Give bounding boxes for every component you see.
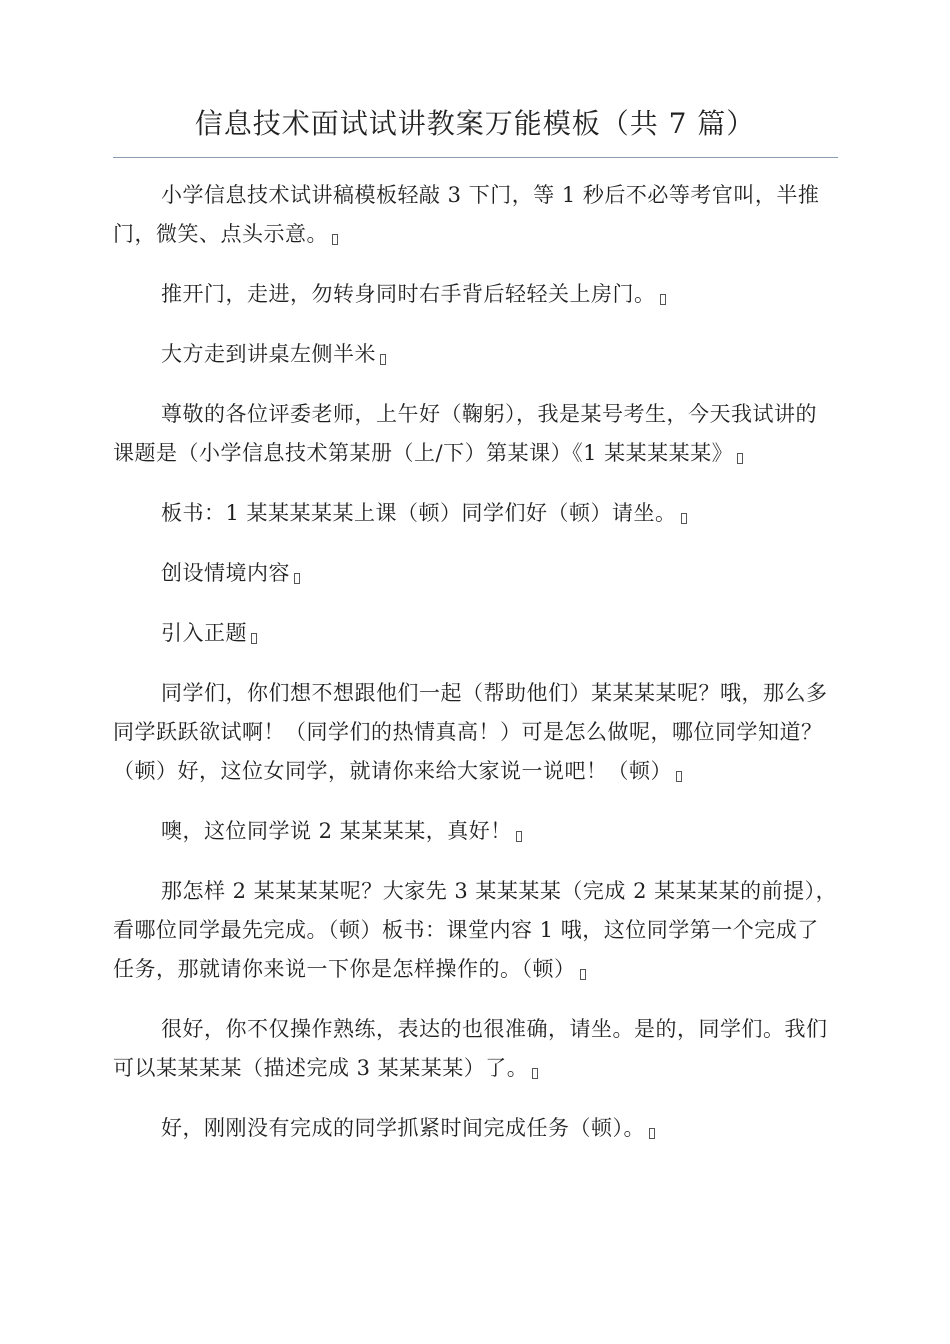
paragraph <box>113 614 838 653</box>
paragraph-text: 创设情境内容 <box>161 561 290 585</box>
paragraph <box>113 275 838 314</box>
paragraph-text: 很好，你不仅操作熟练，表达的也很准确，请坐。是的，同学们。我们可以某某某某（描述完成 3 某某某某）了。 <box>113 1017 828 1080</box>
paragraph-text: 尊敬的各位评委老师，上午好（鞠躬），我是某号考生，今天我试讲的课题是（小学信息技术第某册（上/下）第某课）《1 某某某某某》 <box>113 402 817 465</box>
paragraph-mark-icon <box>516 831 522 842</box>
paragraph <box>113 872 838 989</box>
paragraph-mark-icon <box>681 513 687 524</box>
paragraph-text: 板书：1 某某某某某上课（顿）同学们好（顿）请坐。 <box>161 501 677 525</box>
paragraph-text: 噢，这位同学说 2 某某某某，真好！ <box>161 819 512 843</box>
paragraph-mark-icon <box>737 453 743 464</box>
paragraph-text: 推开门，走进，勿转身同时右手背后轻轻关上房门。 <box>161 282 656 306</box>
paragraph <box>113 1010 838 1088</box>
paragraph-mark-icon <box>380 354 386 365</box>
paragraph <box>113 176 838 254</box>
paragraph-mark-icon <box>676 771 682 782</box>
document-title: 信息技术面试试讲教案万能模板（共 7 篇） <box>194 107 756 140</box>
paragraph-mark-icon <box>294 573 300 584</box>
paragraph-mark-icon <box>649 1128 655 1139</box>
paragraph <box>113 812 838 851</box>
paragraph-mark-icon <box>532 1068 538 1079</box>
title-divider <box>113 157 838 158</box>
paragraph-text: 小学信息技术试讲稿模板轻敲 3 下门，等 1 秒后不必等考官叫，半推门，微笑、点头示意。 <box>113 183 820 246</box>
paragraph-mark-icon <box>580 969 586 980</box>
paragraph <box>113 395 838 473</box>
paragraph <box>113 674 838 791</box>
paragraph-text: 引入正题 <box>161 621 247 645</box>
paragraph-text: 大方走到讲桌左侧半米 <box>161 342 376 366</box>
paragraph-mark-icon <box>660 294 666 305</box>
paragraph <box>113 1109 838 1148</box>
paragraph <box>113 554 838 593</box>
paragraph <box>113 335 838 374</box>
paragraph-text: 好，刚刚没有完成的同学抓紧时间完成任务（顿）。 <box>161 1116 645 1140</box>
paragraph-mark-icon <box>251 633 257 644</box>
paragraph-text: 同学们，你们想不想跟他们一起（帮助他们）某某某某呢？哦，那么多同学跃跃欲试啊！（同学们的热情真高！）可是怎么做呢，哪位同学知道？（顿）好，这位女同学，就请你来给大家说一说吧！（顿） <box>113 681 828 783</box>
document-body <box>113 176 838 1169</box>
paragraph-mark-icon <box>332 234 338 245</box>
paragraph-text: 那怎样 2 某某某某呢？大家先 3 某某某某（完成 2 某某某某的前提），看哪位同学最先完成。（顿）板书：课堂内容 1 哦，这位同学第一个完成了任务，那就请你来说一下你是怎样操作的。（顿） <box>113 879 838 981</box>
paragraph <box>113 494 838 533</box>
